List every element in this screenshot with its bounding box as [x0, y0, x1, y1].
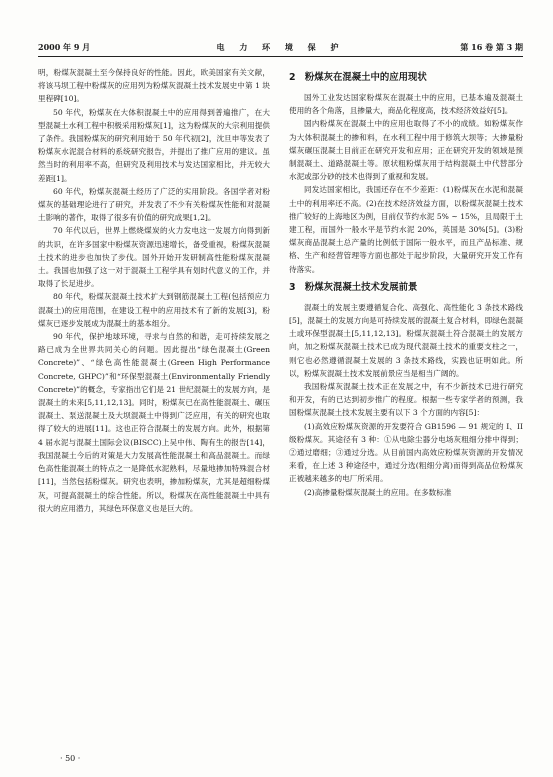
paragraph: 混凝土的发展主要遵循复合化、高强化、高性能化 3 条技术路线[5]，混凝土的发展方向是可持续发展的混凝土复合材料，即绿色混凝土或环保型混凝土[5,11,12,13]。粉煤灰混凝土符合混凝土的发展方向，加之粉煤灰混凝土技术已成为现代混凝土技术的重要支柱之一，则它也必然遵循混凝土发展的 3 条技术路线，实践也证明如此。所以，粉煤灰混凝土技术发展前景应当是相当广阔的。 — [289, 302, 523, 378]
journal-title: 电 力 环 境 保 护 — [216, 42, 345, 52]
page-number: · 50 · — [60, 754, 81, 763]
running-header — [38, 40, 523, 54]
paragraph: (1)高效应粉煤灰资源的开发要符合 GB1596 — 91 规定的 I、II 级粉煤灰。其途径有 3 种：①从电除尘器分电场灰粗细分排中得到；②通过磨细；③通过分选。从目前国内高效应粉煤灰资源的开发情况来看，在上述 3 种途径中，通过分选(粗细分离)而得到高品位粉煤灰正被越来越多的电厂所采用。 — [289, 421, 523, 484]
paragraph: 50 年代，粉煤灰在大体积混凝土中的应用得到普遍推广，在大型混凝土水利工程中积极采用粉煤灰[1]，这为粉煤灰的大宗利用提供了条件。我国粉煤灰的研究利用始于 50 年代初[2]，沈旦申等发表了粉煤灰水泥混合材料的系统研究报告，并提出了推广应用的建议。虽然当时的利用率不高，但研究及利用技术与发达国家相比，并无较大差距[1]。 — [38, 107, 270, 183]
paragraph: 90 年代，保护地球环境，寻求与自然的和谐，走可持续发展之路已成为全世界共同关心的问题。因此提出“绿色混凝土(Green Concrete)”、“绿色高性能混凝土(Green High Performance Concrete, GHPC)”和“环保型混凝土(Environmentally Friendly Concrete)”的概念，专家指出它们是 21 世纪混凝土的发展方向，是混凝土的未来[5,11,12,13]。同时，粉煤灰已在高性能混凝土、碾压混凝土、泵送混凝土及大坝混凝土中得到广泛应用，有关的研究也取得了较大的进展[11]。这也正符合混凝土的发展方向。此外，根据第 4 届水泥与混凝土国际会议(BISCC)上吴中伟、陶有生的报告[14]，我国混凝土今后的对策是大力发展高性能混凝土和高品混凝土。而绿色高性能混凝土的特点之一是降低水泥熟料，尽量地掺加特殊混合材[11]，当然包括粉煤灰。研究也表明，掺加粉煤灰，尤其是超细粉煤灰，可提高混凝土的综合性能。所以，粉煤灰在高性能混凝土中具有很大的应用潜力，其绿色环保意义也是巨大的。 — [38, 332, 270, 513]
issue-date: 2000 年 9 月 — [38, 42, 91, 52]
volume-issue: 第 16 卷 第 3 期 — [460, 42, 523, 52]
paragraph: 国外工业发达国家粉煤灰在混凝土中的应用，已基本遍及混凝土使用的各个角落，且掺量大，商品化程度高，技术经济效益好[5]。 — [289, 93, 523, 116]
left-column — [38, 66, 270, 515]
section-heading-2: 2 粉煤灰在混凝土中的应用现状 — [289, 72, 427, 83]
paragraph: 同发达国家相比，我国还存在不少差距：(1)粉煤灰在水泥和混凝土中的利用率还不高。(2)在技术经济效益方面，以粉煤灰混凝土技术推广较好的上海地区为例，目前仅节约水泥 5% ~ 15%，且局限于土建工程，而国外一般水平是节约水泥 20%，英国是 30%[5]。(3)粉煤灰商品混凝土总产量的比例低于国际一般水平，而且产品标准、规格、生产和经营管理等方面也都处于起步阶段，大量研究开发工作有待落实。 — [289, 185, 523, 274]
paragraph: (2)高掺量粉煤灰混凝土的应用。在多数标准 — [304, 487, 452, 497]
paragraph: 明，粉煤灰混凝土至今保持良好的性能。因此，欧美国家有关文献，将该马坝工程中粉煤灰的应用列为粉煤灰混凝土技术发展史中第 1 块里程碑[10]。 — [38, 68, 270, 104]
section-heading-3: 3 粉煤灰混凝土技术发展前景 — [289, 281, 418, 293]
paragraph: 国内粉煤灰在混凝土中的应用也取得了不小的成绩。如粉煤灰作为大体积混凝土的掺和料，在水利工程中用于修筑大坝等；大掺量粉煤灰碾压混凝土目前正在研究开发和应用；正在研究开发的领域是预制混凝土、道路混凝土等。原状粗粉煤灰用于结构混凝土中代替部分水泥或部分砂的技术也得到了重视和发展。 — [289, 119, 523, 182]
paragraph: 60 年代，粉煤灰混凝土经历了广泛的实用阶段。各国学者对粉煤灰的基础理论进行了研究，并发表了不少有关粉煤灰性能和对混凝土影响的著作，取得了很多有价值的研究成果[1,2]。 — [38, 186, 270, 223]
header-rule — [38, 56, 523, 57]
paragraph: 我国粉煤灰混凝土技术正在发展之中，有不少新技术已进行研究和开发，有的已达到初步推广的程度。根据一些专家学者的预测，我国粉煤灰混凝土技术发展主要有以下 3 个方面的内容[5]： — [289, 382, 523, 418]
paragraph: 70 年代以后，世界上燃烧煤炭的火力发电这一发展方向得到新的共识，在许多国家中粉煤灰资源迅速增长，备受重视，粉煤灰混凝土技术的进步也加快了步伐。国外开始开发研制高性能粉煤灰混凝土。我国也加强了这一对于混凝土工程学具有划时代意义的工作，并取得了长足进步。 — [38, 226, 270, 289]
paragraph: 80 年代，粉煤灰混凝土技术扩大到钢筋混凝土工程(包括预应力混凝土)的应用范围，在建设工程中的应用技术有了新的发展[3]，粉煤灰已逐步发展成为混凝土的基本组分。 — [38, 292, 270, 328]
right-column — [289, 66, 523, 499]
